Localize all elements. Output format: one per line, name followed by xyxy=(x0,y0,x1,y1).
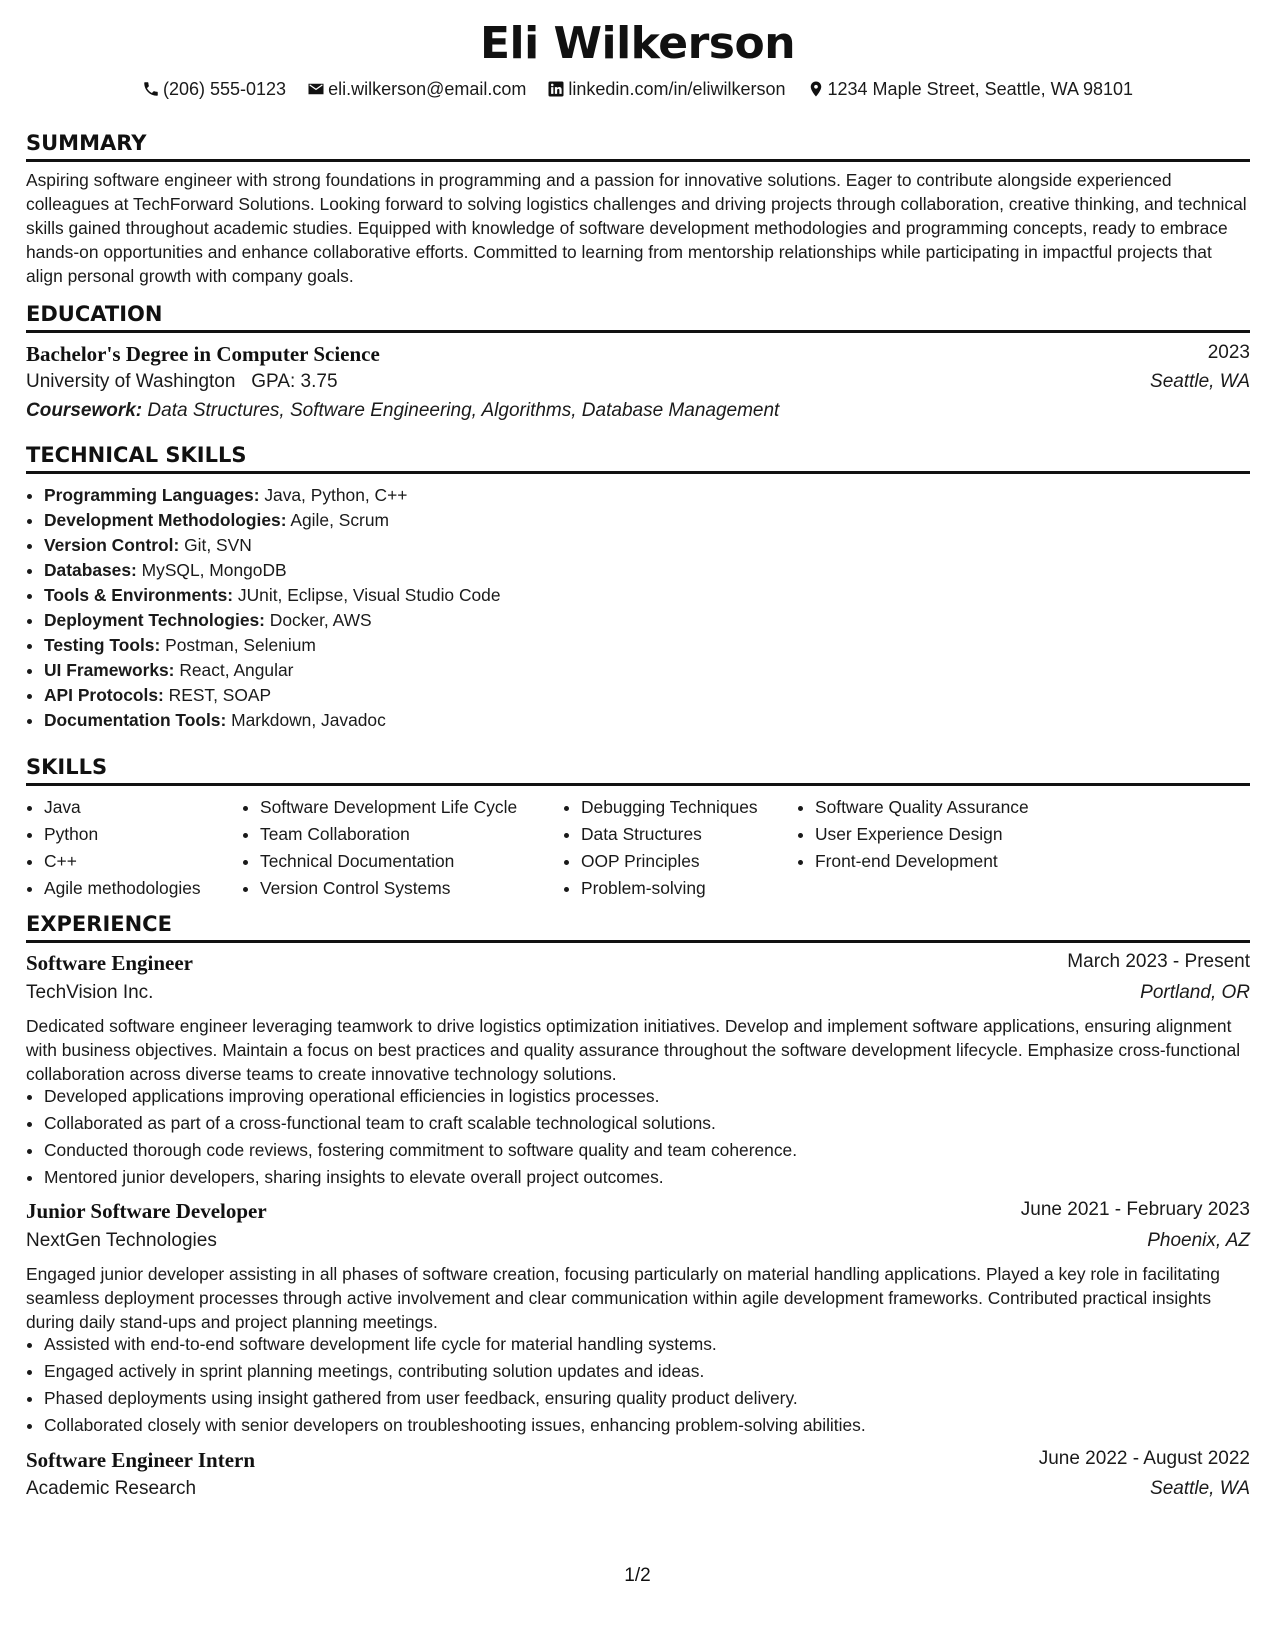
tech-skill-value: MySQL, MongoDB xyxy=(141,560,287,580)
education-heading: EDUCATION xyxy=(26,302,1250,333)
school-gpa: GPA: 3.75 xyxy=(251,371,338,392)
job-description: Dedicated software engineer leveraging teamwork to drive logistics optimization initiatives. Develop and implement software applications, ensuring alignment with business objectives. Maintain a focus on best practices and quality assurance throughout the software development lifecycle. Emphasize cross-functional collaboration across diverse teams to create innovative technology solutions. xyxy=(26,1016,1241,1084)
job-description: Engaged junior developer assisting in all phases of software creation, focusing particularly on material handling applications. Played a key role in facilitating seamless deployment processes through active involvement and clear communication within agile development frameworks. Contributed practical insights during daily stand-ups and project planning meetings. xyxy=(26,1264,1220,1332)
job-company: Academic Research xyxy=(26,1478,197,1499)
tech-skill-label: UI Frameworks: xyxy=(44,660,175,680)
list-item: • Python xyxy=(44,821,201,848)
list-item: • Assisted with end-to-end software development life cycle for material handling systems. xyxy=(44,1331,866,1358)
list-item: • Software Development Life Cycle xyxy=(260,794,517,821)
tech-skill-value: Git, SVN xyxy=(184,535,252,555)
list-item: • User Experience Design xyxy=(815,821,1029,848)
job-role: Software Engineer xyxy=(26,951,194,975)
tech-skill-value: React, Angular xyxy=(179,660,294,680)
list-item: • Team Collaboration xyxy=(260,821,517,848)
list-item xyxy=(44,483,501,508)
contact-email[interactable] xyxy=(307,79,526,100)
linkedin-icon xyxy=(547,80,565,98)
list-item: • Engaged actively in sprint planning meetings, contributing solution updates and ideas. xyxy=(44,1358,866,1385)
list-item: • Conducted thorough code reviews, fostering commitment to software quality and team coherence. xyxy=(44,1137,797,1164)
list-item xyxy=(44,683,501,708)
linkedin-text: linkedin.com/in/eliwilkerson xyxy=(568,79,786,99)
contact-phone[interactable] xyxy=(142,79,286,100)
tech-skill-value: REST, SOAP xyxy=(168,685,272,705)
job-location: Phoenix, AZ xyxy=(1147,1230,1250,1251)
experience-heading: EXPERIENCE xyxy=(26,912,1250,943)
list-item: • Collaborated as part of a cross-functional team to craft scalable technological solutions. xyxy=(44,1110,797,1137)
list-item: • Front-end Development xyxy=(815,848,1029,875)
school-name: University of Washington xyxy=(26,371,236,392)
tech-skill-label: API Protocols: xyxy=(44,685,164,705)
list-item xyxy=(44,533,501,558)
job-company: NextGen Technologies xyxy=(26,1230,217,1251)
technical-skills-list xyxy=(26,483,501,733)
tech-skill-value: Markdown, Javadoc xyxy=(231,710,386,730)
list-item xyxy=(44,583,501,608)
skills-column-1 xyxy=(26,794,201,902)
degree-year: 2023 xyxy=(1207,342,1250,363)
skills-column-3 xyxy=(563,794,758,902)
phone-text: (206) 555-0123 xyxy=(162,79,287,99)
envelope-icon xyxy=(307,80,325,98)
list-item: • Phased deployments using insight gathered from user feedback, ensuring quality product delivery. xyxy=(44,1385,866,1412)
contact-linkedin[interactable] xyxy=(547,79,785,100)
list-item: • OOP Principles xyxy=(581,848,758,875)
job-location: Seattle, WA xyxy=(1150,1478,1250,1499)
list-item: • C++ xyxy=(44,848,201,875)
tech-skill-label: Databases: xyxy=(44,560,137,580)
list-item: • Problem-solving xyxy=(581,875,758,902)
tech-skill-value: Docker, AWS xyxy=(269,610,372,630)
list-item xyxy=(44,608,501,633)
skills-heading: SKILLS xyxy=(26,755,1250,786)
candidate-name: Eli Wilkerson xyxy=(479,18,796,69)
tech-skill-label: Deployment Technologies: xyxy=(44,610,265,630)
job-location: Portland, OR xyxy=(1140,982,1250,1003)
job-role: Junior Software Developer xyxy=(26,1199,267,1223)
coursework-line xyxy=(26,400,779,422)
list-item xyxy=(44,708,501,733)
job-bullets xyxy=(26,1331,866,1439)
list-item: • Debugging Techniques xyxy=(581,794,758,821)
coursework-text: Data Structures, Software Engineering, Algorithms, Database Management xyxy=(147,400,780,421)
list-item: • Agile methodologies xyxy=(44,875,201,902)
list-item: • Data Structures xyxy=(581,821,758,848)
degree-title: Bachelor's Degree in Computer Science xyxy=(26,342,380,366)
skills-column-4 xyxy=(797,794,1029,875)
job-dates: March 2023 - Present xyxy=(1067,951,1250,972)
page-number: 1/2 xyxy=(624,1565,651,1586)
tech-skill-label: Documentation Tools: xyxy=(44,710,227,730)
list-item: • Collaborated closely with senior developers on troubleshooting issues, enhancing problem-solving abilities. xyxy=(44,1412,866,1439)
list-item: • Technical Documentation xyxy=(260,848,517,875)
list-item: • Software Quality Assurance xyxy=(815,794,1029,821)
skills-column-2 xyxy=(242,794,517,902)
phone-icon xyxy=(142,80,160,98)
job-dates: June 2022 - August 2022 xyxy=(1038,1448,1250,1469)
tech-skill-label: Testing Tools: xyxy=(44,635,161,655)
list-item xyxy=(44,508,501,533)
list-item: • Java xyxy=(44,794,201,821)
tech-skill-value: JUnit, Eclipse, Visual Studio Code xyxy=(237,585,501,605)
tech-skill-label: Programming Languages: xyxy=(44,485,260,505)
job-role: Software Engineer Intern xyxy=(26,1448,256,1472)
list-item: • Version Control Systems xyxy=(260,875,517,902)
tech-skill-label: Version Control: xyxy=(44,535,180,555)
job-dates: June 2021 - February 2023 xyxy=(1020,1199,1250,1220)
tech-skill-value: Agile, Scrum xyxy=(290,510,389,530)
school-location: Seattle, WA xyxy=(1150,371,1250,392)
tech-skill-label: Tools & Environments: xyxy=(44,585,234,605)
tech-skill-value: Java, Python, C++ xyxy=(264,485,408,505)
job-bullets xyxy=(26,1083,797,1191)
school-line xyxy=(26,371,338,393)
map-marker-icon xyxy=(807,80,825,98)
tech-skill-value: Postman, Selenium xyxy=(165,635,316,655)
list-item: • Developed applications improving operational efficiencies in logistics processes. xyxy=(44,1083,797,1110)
email-text: eli.wilkerson@email.com xyxy=(328,79,527,99)
tech-skill-label: Development Methodologies: xyxy=(44,510,287,530)
technical-skills-heading: TECHNICAL SKILLS xyxy=(26,443,1250,474)
list-item xyxy=(44,658,501,683)
address-text: 1234 Maple Street, Seattle, WA 98101 xyxy=(827,79,1134,99)
coursework-label: Coursework: xyxy=(26,400,143,421)
list-item xyxy=(44,633,501,658)
contact-address xyxy=(807,79,1134,100)
list-item xyxy=(44,558,501,583)
summary-heading: SUMMARY xyxy=(26,131,1250,162)
list-item: • Mentored junior developers, sharing insights to elevate overall project outcomes. xyxy=(44,1164,797,1191)
summary-text: Aspiring software engineer with strong foundations in programming and a passion for innovative solutions. Eager to contribute alongside experienced colleagues at TechForward Solutions. Looking forward to solving logistics challenges and driving projects through collaboration, creative thinking, and technical skills gained throughout academic studies. Equipped with knowledge of software development methodologies and programming concepts, ready to embrace hands-on opportunities and enhance collaborative efforts. Committed to learning from mentorship relationships while participating in impactful projects that align personal growth with company goals. xyxy=(26,170,1247,286)
job-company: TechVision Inc. xyxy=(26,982,154,1003)
contact-line xyxy=(0,79,1275,100)
